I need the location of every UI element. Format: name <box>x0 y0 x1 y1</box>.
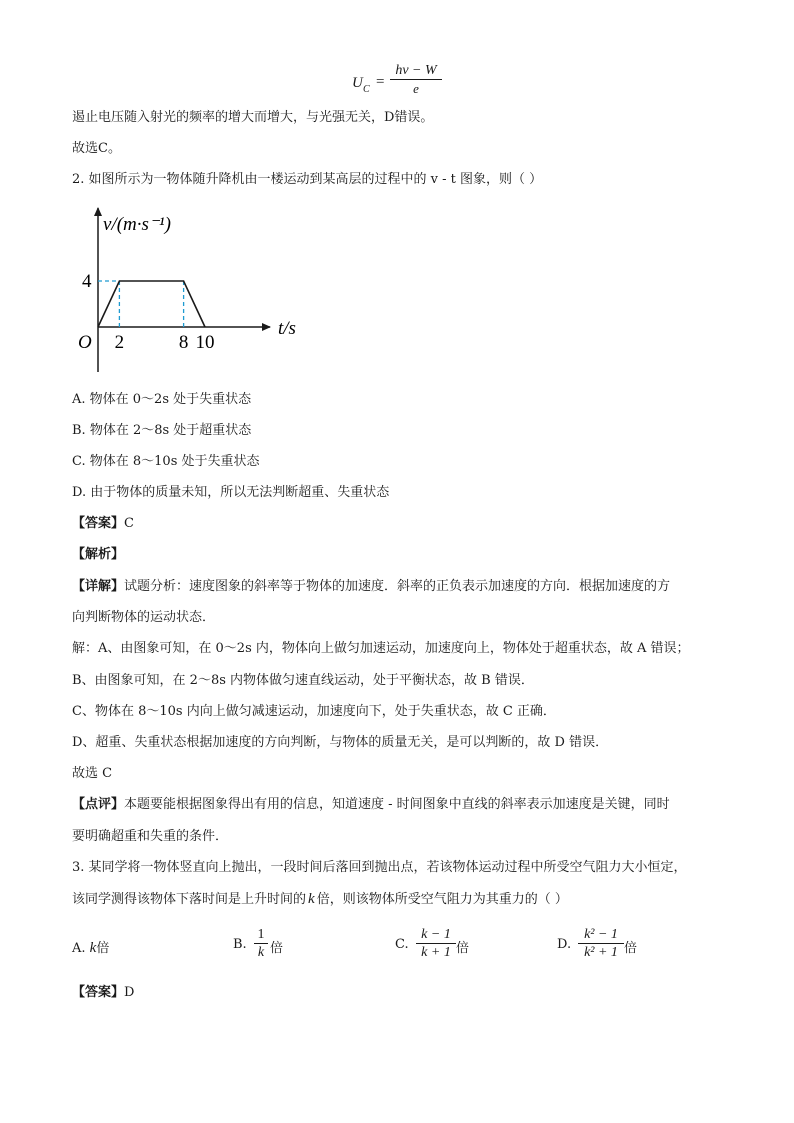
q3-option-c-unit: 倍 <box>456 941 470 956</box>
q3-option-c <box>395 937 409 952</box>
formula-eq: = <box>376 74 385 90</box>
q3-text-end: 倍，则该物体所受空气阻力为其重力的（ ） <box>316 892 568 907</box>
q3-option-d <box>557 937 571 952</box>
fraction-numerator: k² − 1 <box>584 927 618 942</box>
comment-line: 要明确超重和失重的条件． <box>72 829 229 844</box>
solution-line: 故选 C <box>72 766 113 781</box>
x-axis-label: t/s <box>278 318 296 339</box>
formula-lhs: U <box>352 75 363 91</box>
question-3-cont <box>72 891 568 908</box>
answer-value: D <box>124 985 135 1000</box>
solution-line: 解：A、由图象可知，在 0～2s 内，物体向上做匀加速运动，加速度向上，物体处于超重状态，故 A 错误； <box>72 641 690 656</box>
fraction-denominator: k + 1 <box>416 943 456 962</box>
velocity-series-line <box>98 281 205 327</box>
answer-3 <box>72 985 134 1001</box>
q3-option-b-unit: 倍 <box>270 941 284 956</box>
q3-k: k <box>308 891 315 907</box>
comment-tag: 【点评】 <box>72 797 125 812</box>
option-d: D. 由于物体的质量未知，所以无法判断超重、失重状态 <box>72 485 390 500</box>
y-axis-label: v/(m·s⁻¹) <box>103 214 171 235</box>
q3-option-b-fraction <box>254 926 268 962</box>
formula-fraction <box>390 62 442 98</box>
option-unit: 倍 <box>96 941 110 956</box>
q3-option-d-fraction <box>578 926 624 962</box>
fraction-numerator: k − 1 <box>421 927 451 942</box>
option-label: B. <box>233 937 247 952</box>
formula <box>352 62 452 102</box>
solution-line: C、物体在 8～10s 内向上做匀减速运动，加速度向下，处于失重状态，故 C 正确． <box>72 704 556 719</box>
text-line: 故选C。 <box>72 141 121 156</box>
detail-line: 向判断物体的运动状态． <box>72 610 216 625</box>
option-a: A. 物体在 0～2s 处于失重状态 <box>72 392 252 407</box>
q3-text: 该同学测得该物体下落时间是上升时间的 <box>72 892 307 907</box>
text-line: 遏止电压随入射光的频率的增大而增大，与光强无关，D错误。 <box>72 110 434 125</box>
q3-option-b <box>233 937 247 952</box>
comment-text: 本题要能根据图象得出有用的信息，知道速度 - 时间图象中直线的斜率表示加速度是关键，同时 <box>124 797 670 812</box>
q3-option-d-unit: 倍 <box>624 941 638 956</box>
fraction-denominator: k² + 1 <box>578 943 624 962</box>
option-label: C. <box>395 937 409 952</box>
option-label: A. <box>72 941 86 956</box>
formula-denominator: e <box>390 79 442 98</box>
analysis-tag: 【解析】 <box>72 547 125 562</box>
solution-line: D、超重、失重状态根据加速度的方向判断，与物体的质量无关，是可以判断的，故 D 错误． <box>72 735 609 750</box>
q3-option-c-fraction <box>416 926 456 962</box>
detail-text: 试题分析：速度图象的斜率等于物体的加速度．斜率的正负表示加速度的方向．根据加速度的方 <box>124 579 671 594</box>
option-k: k <box>89 940 97 956</box>
x-tick-label: 8 <box>178 332 189 353</box>
fraction-numerator: 1 <box>257 927 265 942</box>
answer-2 <box>72 516 134 532</box>
solution-line: B、由图象可知，在 2～8s 内物体做匀速直线运动，处于平衡状态，故 B 错误． <box>72 673 534 688</box>
answer-tag: 【答案】 <box>72 985 125 1000</box>
question-3: 3. 某同学将一物体竖直向上抛出，一段时间后落回到抛出点，若该物体运动过程中所受空气阻力大小恒定， <box>72 860 687 875</box>
origin-label: O <box>78 332 92 353</box>
formula-numerator: hν − W <box>395 63 437 78</box>
x-tick-label: 2 <box>114 332 125 353</box>
question-2: 2. 如图所示为一物体随升降机由一楼运动到某高层的过程中的 v - t 图象，则（ ） <box>72 172 543 187</box>
fraction-denominator: k <box>254 943 268 962</box>
detail-tag: 【详解】 <box>72 579 125 594</box>
comment-line <box>72 797 670 813</box>
x-tick-label: 10 <box>195 332 215 353</box>
y-tick-label: 4 <box>82 271 92 292</box>
answer-value: C <box>124 516 134 531</box>
option-b: B. 物体在 2～8s 处于超重状态 <box>72 423 252 438</box>
option-c: C. 物体在 8～10s 处于失重状态 <box>72 454 260 469</box>
vt-chart <box>72 200 312 380</box>
answer-tag: 【答案】 <box>72 516 125 531</box>
formula-lhs-sub: C <box>363 84 370 95</box>
q3-option-a <box>72 937 109 957</box>
detail-line <box>72 579 670 595</box>
option-label: D. <box>557 937 572 952</box>
